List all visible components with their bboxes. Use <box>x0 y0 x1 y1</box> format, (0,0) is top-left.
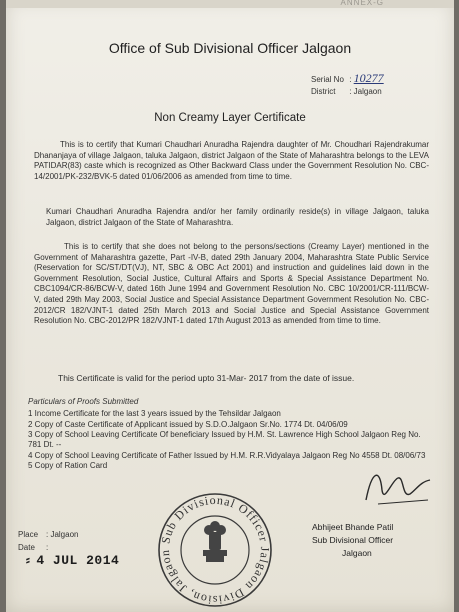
certificate-title: Non Creamy Layer Certificate <box>154 112 306 124</box>
date-label: Date <box>18 543 35 552</box>
office-title: Office of Sub Divisional Officer Jalgaon <box>108 40 352 56</box>
validity-statement: This Certificate is valid for the period upto 31-Mar- 2017 from the date of issue. <box>58 373 355 383</box>
place-date-block: Place : Jalgaon Date : <box>18 530 79 552</box>
place-value: Jalgaon <box>50 530 79 539</box>
top-strip-text: ANNEX-G <box>340 0 384 7</box>
officer-name: Abhijeet Bhande Patil <box>312 522 394 532</box>
list-item: 5 Copy of Ration Card <box>28 461 108 470</box>
place-label: Place <box>18 530 39 539</box>
list-item: 1 Income Certificate for the last 3 years issued by the Tehsildar Jalgaon <box>28 409 281 418</box>
date-stamp <box>24 553 119 568</box>
stamp-mark-icon: ⸗ <box>24 553 33 568</box>
official-seal <box>151 488 279 608</box>
date-stamp-value: 4 JUL 2014 <box>36 553 120 568</box>
paragraph-caste: This is to certify that Kumari Chaudhari Anuradha Rajendra daughter of Mr. Choudhari Rajendrakumar Dhananjaya of village Jalgaon, taluka Jalgaon, district Jalgaon of the State of Maharashtra belongs to the LEVA PATIDAR(83) caste which is recognized as Other Backward Class under the Government Resolution No. CBC-14/2001/PK-232/BVK-5 dated 01/06/2006 as amended from time to time. <box>34 140 429 181</box>
certificate-paper <box>6 0 454 612</box>
emblem-icon <box>203 521 227 562</box>
paragraph-creamy-layer: This is to certify that she does not belong to the persons/sections (Creamy Layer) mentioned in the Government of Maharashtra gazette, Part -IV-B, dated 29th January 2004, Maharashtra State Public Service (Reservation for SC/ST/DT(VJ), NT, SBC & OBC Act 2001) and instruction and guidelines laid down in the Government Resolution, Social Justice, Cultural Affairs and Sports & Special Assistance Department No. CBC1094/CR-86/BCW-V, dated 16th June 1994 and Government Resolution No. CBC 10/2001/CR-111/BCW-V, dated 29th May 2003, Social Justice and Special Assistance Department Government Resolution No. CBC-2012/CR 182/VJNT-1 dated 25th March 2013 and Social Justice and Special Assistance Government Resolution No. CBC-2012/PR 182/VJNT-1 dated 17th August 2013 as amended from time to time. <box>34 242 429 326</box>
serial-label: Serial No <box>311 75 344 84</box>
serial-number: 10277 <box>353 71 384 85</box>
particulars-heading: Particulars of Proofs Submitted <box>28 397 139 406</box>
officer-block <box>312 521 393 560</box>
list-item: 4 Copy of School Leaving Certificate of Father Issued by H.M. R.R.Vidyalaya Jalgaon Reg No 4558 Dt. 08/06/73 <box>28 450 426 460</box>
list-item: 2 Copy of Caste Certificate of Applicant issued by S.D.O.Jalgaon Sr.No. 1774 Dt. 04/06/09 <box>28 419 348 429</box>
list-item: 3 Copy of School Leaving Certificate Of beneficiary Issued by H.M. St. Lawrence High School Jalgaon Reg No. 781 Dt. -- <box>28 430 421 449</box>
officer-location: Jalgaon <box>342 548 372 558</box>
top-strip <box>6 0 454 8</box>
seal-text: Sub Divisional Officer Jalgaon Division, Jalgaon <box>157 492 273 608</box>
district-value: Jalgaon <box>353 87 382 96</box>
officer-signature <box>358 460 438 510</box>
serial-block: Serial No : 10277 District : Jalgaon <box>311 71 384 96</box>
paragraph-residence: Kumari Chaudhari Anuradha Rajendra and/or her family ordinarily reside(s) in village Jalgaon, taluka Jalgaon, district Jalgaon of the State of Maharashtra. <box>46 207 429 227</box>
officer-designation: Sub Divisional Officer <box>312 535 394 545</box>
district-label: District <box>311 87 336 96</box>
